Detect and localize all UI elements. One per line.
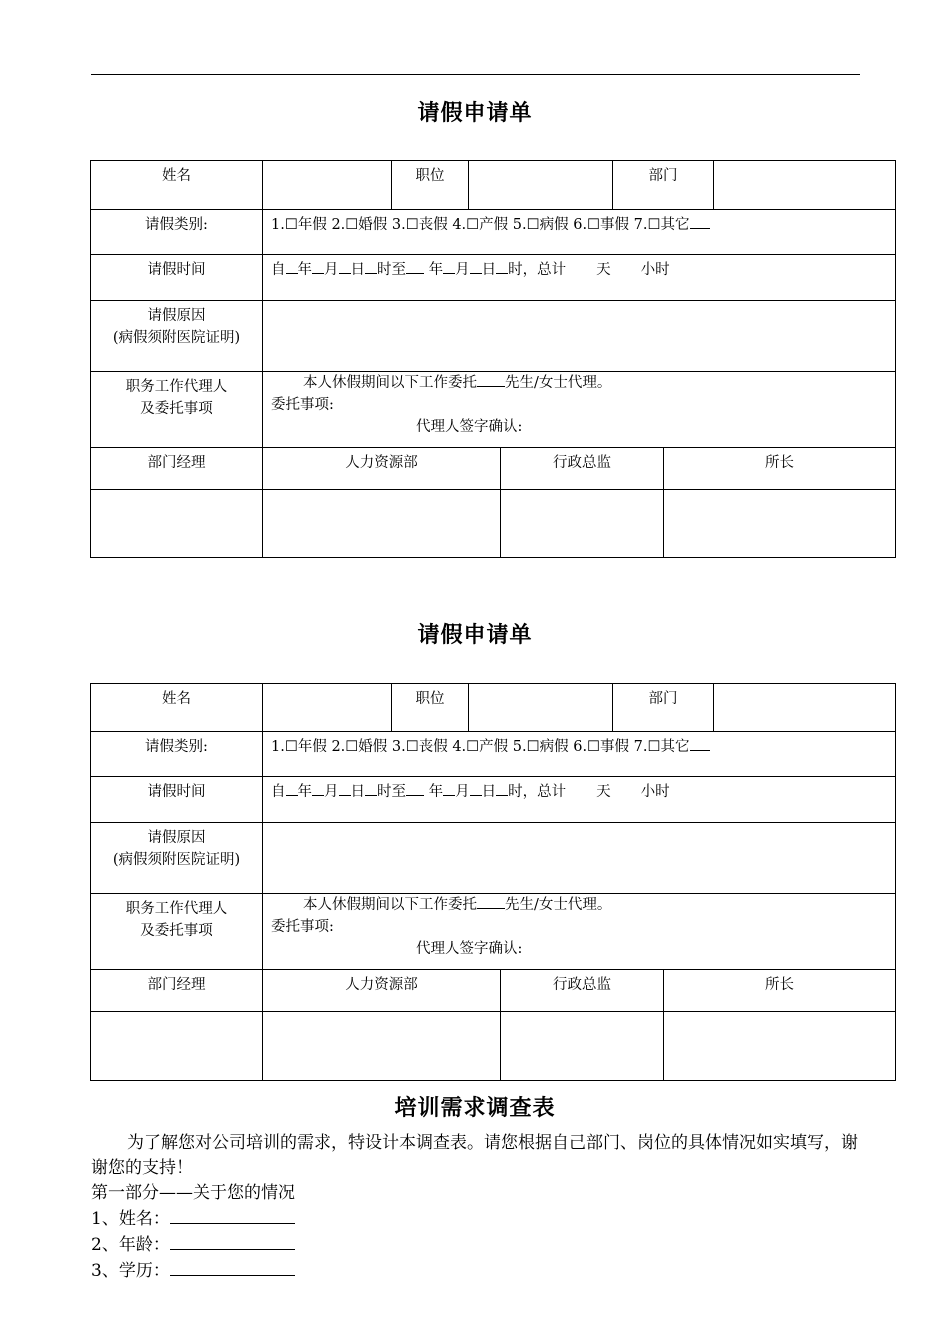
leave-type-label: 请假类别: [91, 732, 263, 777]
survey-field-education[interactable]: 3、学历： [91, 1258, 871, 1284]
reason-label [91, 301, 263, 372]
signature-director[interactable] [664, 1012, 896, 1081]
approval-admin-director: 行政总监 [501, 970, 664, 1012]
reason-label [91, 823, 263, 894]
dept-field[interactable] [714, 161, 896, 210]
time-day: 日 [481, 784, 497, 800]
signature-admin-director[interactable] [501, 490, 664, 558]
leave-time-field[interactable] [263, 777, 896, 823]
signature-dept-manager[interactable] [91, 1012, 263, 1081]
survey-intro: 为了解您对公司培训的需求，特设计本调查表。请您根据自己部门、岗位的具体情况如实填写，谢谢您的支持！ [91, 1133, 858, 1178]
name-label: 姓名 [91, 161, 263, 210]
survey-field-age[interactable]: 2、年龄： [91, 1232, 871, 1258]
position-label: 职位 [392, 161, 469, 210]
agent-label-line1: 职务工作代理人 [125, 901, 228, 917]
agent-label-line2: 及委托事项 [140, 923, 213, 939]
signature-admin-director[interactable] [501, 1012, 664, 1081]
time-year: 年 [428, 784, 444, 800]
form-title: 请假申请单 [417, 101, 533, 126]
leave-time-label: 请假时间 [91, 777, 263, 823]
signature-director[interactable] [664, 490, 896, 558]
form-title: 请假申请单 [417, 623, 533, 648]
time-from: 自 [271, 784, 286, 800]
approval-hr: 人力资源部 [263, 448, 501, 490]
approval-dept-manager: 部门经理 [91, 448, 263, 490]
dept-field[interactable] [714, 684, 896, 732]
agent-field[interactable] [263, 894, 896, 970]
approval-director: 所长 [664, 970, 896, 1012]
leave-form [90, 683, 896, 1081]
approval-director: 所长 [664, 448, 896, 490]
time-days: 天 [596, 262, 611, 278]
time-hours: 小时 [640, 262, 670, 278]
time-month: 月 [455, 262, 470, 278]
time-year: 年 [428, 262, 444, 278]
approval-admin-director: 行政总监 [501, 448, 664, 490]
leave-type-text: 1.☐年假 2.☐婚假 3.☐丧假 4.☐产假 5.☐病假 6.☐事假 7.☐其它 [271, 217, 690, 233]
reason-field[interactable] [263, 301, 896, 372]
leave-time-label: 请假时间 [91, 255, 263, 301]
time-total: 时，总计 [508, 262, 567, 278]
position-field[interactable] [469, 161, 613, 210]
agent-sign-line: 代理人签字确认: [416, 419, 523, 435]
agent-label-line1: 职务工作代理人 [125, 379, 228, 395]
agent-label [91, 894, 263, 970]
reason-label-line2: (病假须附医院证明) [112, 852, 241, 868]
position-label: 职位 [392, 684, 469, 732]
time-month: 月 [324, 784, 339, 800]
reason-label-line1: 请假原因 [147, 308, 206, 324]
agent-label-line2: 及委托事项 [140, 401, 213, 417]
signature-hr[interactable] [263, 1012, 501, 1081]
time-day: 日 [481, 262, 497, 278]
agent-line1: 本人休假期间以下工作委托 先生/女士代理。 [271, 372, 887, 394]
agent-field[interactable] [263, 372, 896, 448]
agent-line2: 委托事项: [271, 919, 334, 935]
time-month: 月 [324, 262, 339, 278]
time-year: 年 [297, 784, 312, 800]
signature-dept-manager[interactable] [91, 490, 263, 558]
agent-label [91, 372, 263, 448]
time-hours: 小时 [640, 784, 670, 800]
reason-field[interactable] [263, 823, 896, 894]
approval-hr: 人力资源部 [263, 970, 501, 1012]
reason-label-line2: (病假须附医院证明) [112, 330, 241, 346]
agent-sign-line: 代理人签字确认: [416, 941, 523, 957]
time-year: 年 [297, 262, 312, 278]
leave-type-text: 1.☐年假 2.☐婚假 3.☐丧假 4.☐产假 5.☐病假 6.☐事假 7.☐其它 [271, 739, 690, 755]
time-day: 日 [350, 262, 365, 278]
time-month: 月 [455, 784, 470, 800]
time-to: 时至 [377, 262, 406, 278]
leave-type-options[interactable] [263, 732, 896, 777]
approval-dept-manager: 部门经理 [91, 970, 263, 1012]
leave-type-options[interactable] [263, 210, 896, 255]
agent-line1: 本人休假期间以下工作委托 先生/女士代理。 [271, 894, 887, 916]
time-to: 时至 [377, 784, 406, 800]
time-from: 自 [271, 262, 286, 278]
dept-label: 部门 [613, 684, 714, 732]
survey-section-heading: 第一部分——关于您的情况 [91, 1183, 295, 1203]
name-field[interactable] [263, 684, 392, 732]
leave-type-label: 请假类别: [91, 210, 263, 255]
name-label: 姓名 [91, 684, 263, 732]
top-rule [91, 74, 860, 75]
signature-hr[interactable] [263, 490, 501, 558]
survey-title: 培训需求调查表 [394, 1096, 556, 1121]
time-day: 日 [350, 784, 365, 800]
name-field[interactable] [263, 161, 392, 210]
dept-label: 部门 [613, 161, 714, 210]
reason-label-line1: 请假原因 [147, 830, 206, 846]
position-field[interactable] [469, 684, 613, 732]
survey-body [91, 1131, 871, 1284]
agent-line2: 委托事项: [271, 397, 334, 413]
leave-form [90, 160, 896, 558]
time-days: 天 [596, 784, 611, 800]
time-total: 时，总计 [508, 784, 567, 800]
leave-time-field[interactable] [263, 255, 896, 301]
survey-field-name[interactable]: 1、姓名： [91, 1206, 871, 1232]
